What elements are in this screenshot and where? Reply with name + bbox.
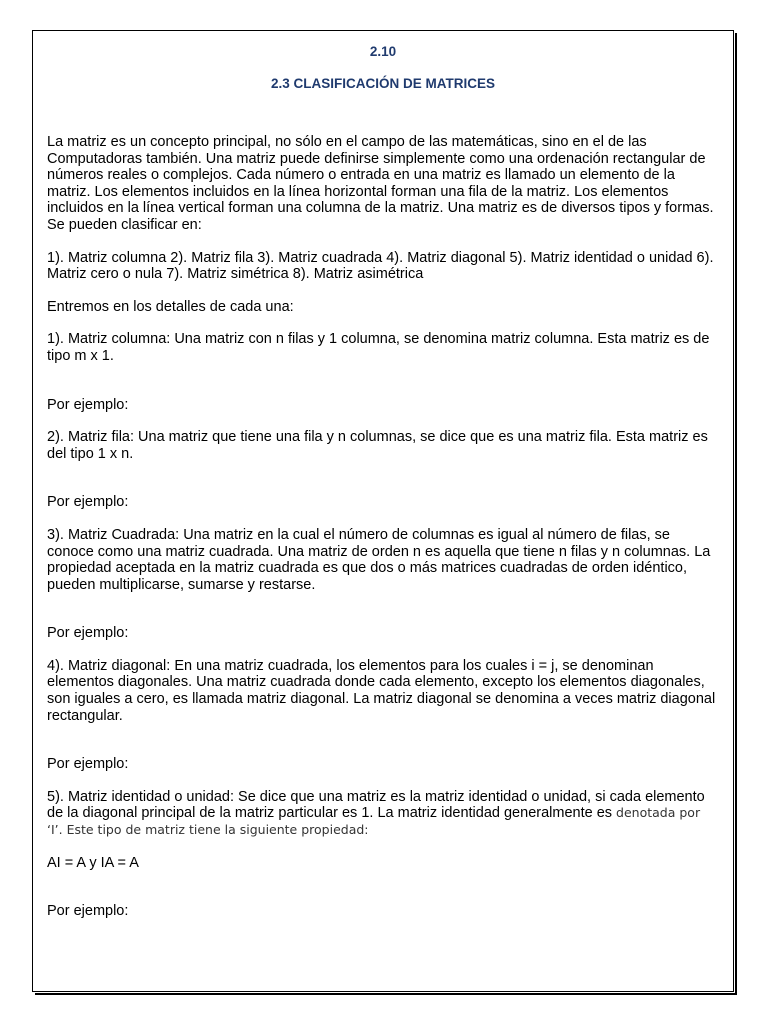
identity-text-tail: denotada por ‘I’. Este tipo de matriz tiene la siguiente propiedad: [47, 805, 701, 838]
identity-matrix-paragraph [47, 789, 719, 839]
row-matrix-paragraph: 2). Matriz fila: Una matriz que tiene una fila y n columnas, se dice que es una matriz fila. Esta matriz es del tipo 1 x n. [47, 429, 708, 462]
details-intro: Entremos en los detalles de cada una: [47, 298, 294, 315]
identity-formula: AI = A y IA = A [47, 854, 139, 871]
types-list: 1). Matriz columna 2). Matriz fila 3). Matriz cuadrada 4). Matriz diagonal 5). Matriz identidad o unidad 6). Matriz cero o nula 7). Matriz simétrica 8). Matriz asimétrica [47, 249, 714, 283]
identity-text: 5). Matriz identidad o unidad: Se dice que una matriz es la matriz identidad o unidad, si cada elemento de la diagonal principal de la matriz particular es 1. La matriz identidad generalmente es [47, 788, 705, 822]
example-label: Por ejemplo: [47, 756, 129, 773]
column-matrix-paragraph: 1). Matriz columna: Una matriz con n filas y 1 columna, se denomina matriz columna. Esta matriz es de tipo m x 1. [47, 331, 710, 364]
example-label: Por ejemplo: [47, 625, 129, 642]
document-content [47, 42, 719, 920]
square-matrix-paragraph: 3). Matriz Cuadrada: Una matriz en la cual el número de columnas es igual al número de filas, se conoce como una matriz cuadrada. Una matriz de orden n es aquella que tiene n filas y n columnas. La propiedad aceptada en la matriz cuadrada es que dos o más matrices cuadradas de orden idéntico, pueden multiplicarse, sumarse y restarse. [47, 526, 711, 593]
example-label: Por ejemplo: [47, 396, 129, 413]
intro-paragraph: La matriz es un concepto principal, no sólo en el campo de las matemáticas, sino en el de las Computadoras también. Una matriz puede definirse simplemente como una ordenación rectangular de números reales o complejos. Cada número o entrada en una matriz es llamado un elemento de la matriz. Los elementos incluidos en la línea horizontal forman una fila de la matriz. Los elementos incluidos en la línea vertical forman una columna de la matriz. Una matriz es de diversos tipos y formas. Se pueden clasificar en: [47, 134, 714, 233]
section-number: 2.10 [369, 44, 397, 59]
section-title: 2.3 CLASIFICACIÓN DE MATRICES [270, 76, 495, 91]
diagonal-matrix-paragraph: 4). Matriz diagonal: En una matriz cuadrada, los elementos para los cuales i = j, se denominan elementos diagonales. Una matriz cuadrada donde cada elemento, excepto los elementos diagonales, son iguales a cero, es llamada matriz diagonal. La matriz diagonal se denomina a veces matriz diagonal rectangular. [47, 657, 716, 724]
example-label: Por ejemplo: [47, 903, 129, 920]
example-label: Por ejemplo: [47, 494, 129, 511]
